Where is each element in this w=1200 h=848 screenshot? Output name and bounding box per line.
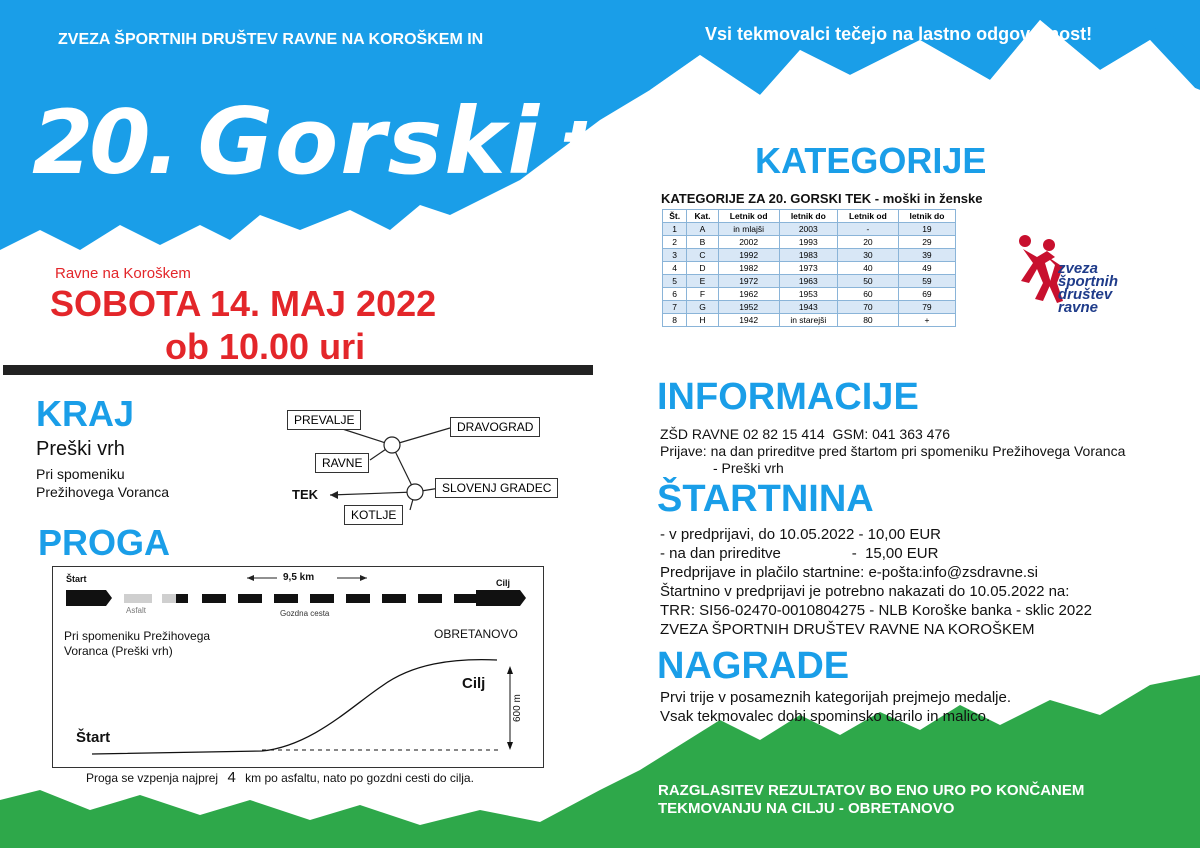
table-cell: - [837,223,898,236]
table-cell: 39 [898,249,955,262]
table-cell: 2002 [718,236,779,249]
title-word-tek: tek [560,105,696,191]
map-kotlje: KOTLJE [344,505,403,525]
table-header-row [663,210,956,223]
kraj-detail-2: Prežihovega Voranca [36,484,170,500]
informacije-heading: INFORMACIJE [657,376,919,418]
table-cell: 1973 [779,262,837,275]
table-cell: G [687,301,718,314]
table-row [663,275,956,288]
course-finish-label: Cilj [496,578,511,588]
startnina-line: ZVEZA ŠPORTNIH DRUŠTEV RAVNE NA KOROŠKEM [660,621,1035,638]
table-cell: E [687,275,718,288]
table-cell: 79 [898,301,955,314]
event-place: Ravne na Koroškem [55,265,191,282]
table-cell: A [687,223,718,236]
event-title [32,88,695,195]
nagrade-heading: NAGRADE [657,645,850,687]
table-cell: 1992 [718,249,779,262]
startnina-line: Predprijave in plačilo startnine: e-pošta:info@zsdravne.si [660,564,1038,581]
logo-text [1058,262,1118,314]
table-cell: 59 [898,275,955,288]
table-cell: 69 [898,288,955,301]
table-cell: + [898,314,955,327]
table-row [663,314,956,327]
table-cell: 19 [898,223,955,236]
table-row [663,288,956,301]
table-cell: 60 [837,288,898,301]
event-date: SOBOTA 14. MAJ 2022 [50,283,437,324]
info-line-2: Prijave: na dan prireditve pred štartom pri spomeniku Prežihovega Voranca [660,443,1126,459]
table-cell: 5 [663,275,687,288]
categories-table [662,209,956,327]
table-cell: 1952 [718,301,779,314]
table-cell: in starejši [779,314,837,327]
course-asphalt-label: Asfalt [126,606,147,615]
course-note-before: Proga se vzpenja najprej [86,771,219,785]
course-diagram [52,566,544,768]
event-time: ob 10.00 uri [165,326,366,367]
header-org-line: ZVEZA ŠPORTNIH DRUŠTEV RAVNE NA KOROŠKEM IN [58,31,484,48]
table-column-header: Letnik od [718,210,779,223]
nagrade-line-2: Vsak tekmovalec dobi spominsko darilo in malico. [660,708,991,725]
profile-elevation: 600 m [512,694,523,722]
map-slovenj-gradec: SLOVENJ GRADEC [435,478,558,498]
logo-line-2: športnih [1058,273,1118,290]
course-start-label: Štart [66,574,87,584]
table-row [663,236,956,249]
course-forest-label: Gozdna cesta [280,609,330,618]
table-cell: 20 [837,236,898,249]
logo-line-4: ravne [1058,299,1099,316]
table-cell: 2 [663,236,687,249]
table-cell: 1962 [718,288,779,301]
proga-heading: PROGA [38,522,171,563]
table-column-header: Kat. [687,210,718,223]
title-word-gorski: Gorski [197,88,542,195]
table-row [663,223,956,236]
kategorije-heading: KATEGORIJE [755,140,987,181]
table-cell: 1983 [779,249,837,262]
kraj-location: Preški vrh [36,438,125,460]
table-cell: 1982 [718,262,779,275]
course-start-place-1: Pri spomeniku Prežihovega [64,629,211,643]
course-distance: 9,5 km [283,572,315,583]
table-cell: 50 [837,275,898,288]
table-cell: H [687,314,718,327]
map-tek-label: TEK [292,487,318,502]
info-line-3: - Preški vrh [713,460,784,476]
table-column-header: letnik do [898,210,955,223]
footer-line-2: TEKMOVANJU NA CILJU - OBRETANOVO [658,800,955,817]
course-note-after: km po asfaltu, nato po gozdni cesti do cilja. [245,771,474,785]
table-cell: 1972 [718,275,779,288]
table-cell: 1993 [779,236,837,249]
course-note-km: 4 [227,769,236,786]
table-cell: 8 [663,314,687,327]
footer-line-1: RAZGLASITEV REZULTATOV BO ENO URO PO KONČANEM [658,782,1085,799]
table-cell: 6 [663,288,687,301]
profile-finish-label: Cilj [462,675,486,692]
table-cell: 4 [663,262,687,275]
table-cell: D [687,262,718,275]
info-line-1: ZŠD RAVNE 02 82 15 414 GSM: 041 363 476 [660,426,951,442]
table-cell: C [687,249,718,262]
table-row [663,249,956,262]
table-cell: 40 [837,262,898,275]
table-cell: 80 [837,314,898,327]
table-cell: 49 [898,262,955,275]
title-number: 20. [32,91,176,194]
table-cell: 1943 [779,301,837,314]
kategorije-subtitle: KATEGORIJE ZA 20. GORSKI TEK - moški in ženske [661,191,983,206]
table-cell: 29 [898,236,955,249]
table-cell: 3 [663,249,687,262]
course-note [86,769,474,786]
table-cell: 7 [663,301,687,314]
table-cell: 30 [837,249,898,262]
table-cell: F [687,288,718,301]
table-column-header: Št. [663,210,687,223]
kraj-detail-1: Pri spomeniku [36,466,125,482]
table-cell: B [687,236,718,249]
disclaimer: Vsi tekmovalci tečejo na lastno odgovornost! [705,24,1093,44]
table-row [663,262,956,275]
map-prevalje: PREVALJE [287,410,361,430]
table-cell: 2003 [779,223,837,236]
table-cell: 1953 [779,288,837,301]
course-end-place: OBRETANOVO [434,627,518,641]
startnina-heading: ŠTARTNINA [657,478,874,520]
table-column-header: letnik do [779,210,837,223]
nagrade-line-1: Prvi trije v posameznih kategorijah prejmejo medalje. [660,689,1011,706]
logo-line-1: zveza [1058,260,1099,277]
startnina-line: - v predprijavi, do 10.05.2022 - 10,00 EUR [660,526,941,543]
course-start-place-2: Voranca (Preški vrh) [64,644,173,658]
table-cell: 70 [837,301,898,314]
kraj-heading: KRAJ [36,393,135,434]
logo-line-3: društev [1058,286,1113,303]
startnina-line: - na dan prireditve - 15,00 EUR [660,545,939,562]
table-row [663,301,956,314]
profile-start-label: Štart [76,729,111,746]
startnina-line: Štartnino v predprijavi je potrebno nakazati do 10.05.2022 na: [660,583,1070,600]
startnina-lines [660,525,1092,639]
table-cell: 1963 [779,275,837,288]
table-cell: 1942 [718,314,779,327]
map-ravne: RAVNE [315,453,369,473]
table-cell: in mlajši [718,223,779,236]
table-column-header: Letnik od [837,210,898,223]
table-cell: 1 [663,223,687,236]
startnina-line: TRR: SI56-02470-0010804275 - NLB Koroške banka - sklic 2022 [660,602,1092,619]
map-dravograd: DRAVOGRAD [450,417,540,437]
